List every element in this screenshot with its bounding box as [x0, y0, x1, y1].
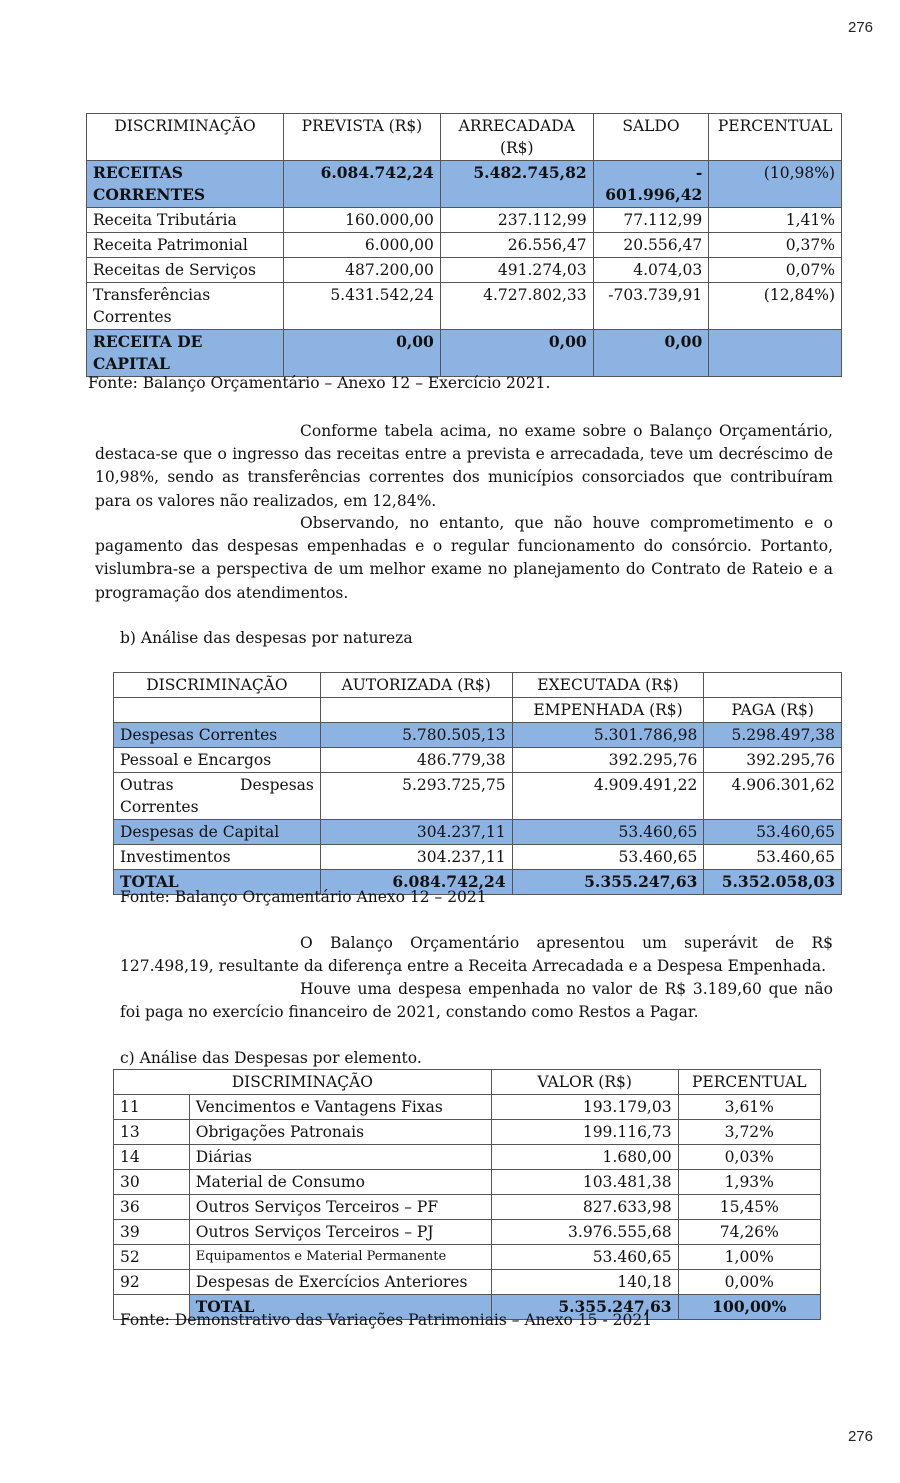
header-percentual: PERCENTUAL	[678, 1070, 820, 1095]
cell-code: 52	[114, 1245, 190, 1270]
cell-percentual: 1,41%	[709, 208, 842, 233]
cell-empenhada: 392.295,76	[512, 748, 704, 773]
row-label: RECEITAS CORRENTES	[87, 161, 284, 208]
cell-valor: 103.481,38	[491, 1170, 678, 1195]
cell-desc: Equipamentos e Material Permanente	[189, 1245, 491, 1270]
cell-autorizada: 486.779,38	[320, 748, 512, 773]
header-empty	[114, 698, 321, 723]
paragraph	[120, 978, 833, 1024]
cell-desc: Despesas de Exercícios Anteriores	[189, 1270, 491, 1295]
table-source-caption: Fonte: Balanço Orçamentário Anexo 12 – 2021	[120, 888, 487, 906]
cell-percentual: 1,00%	[678, 1245, 820, 1270]
paragraph-text: Conforme tabela acima, no exame sobre o Balanço Orçamentário, destaca-se que o ingresso das receitas entre a prevista e arrecadada, teve um decréscimo de 10,98%, sendo as transferências correntes dos municípios consorciados que contribuíram para os valores não realizados, em 12,84%.	[95, 422, 833, 510]
cell-arrecadada: 4.727.802,33	[440, 283, 593, 330]
row-label: Despesas de Capital	[114, 820, 321, 845]
cell-saldo: 20.556,47	[593, 233, 709, 258]
header-discriminacao: DISCRIMINAÇÃO	[87, 114, 284, 161]
header-valor: VALOR (R$)	[491, 1070, 678, 1095]
row-label-line2: Correntes	[120, 798, 199, 816]
header-empty	[320, 698, 512, 723]
cell-percentual: 1,93%	[678, 1170, 820, 1195]
saldo-value: 601.996,42	[605, 185, 703, 204]
table-row	[114, 1170, 821, 1195]
row-label: Receita Patrimonial	[87, 233, 284, 258]
cell-percentual: 3,61%	[678, 1095, 820, 1120]
cell-saldo: 4.074,03	[593, 258, 709, 283]
table-header-row	[114, 698, 842, 723]
row-label: Receitas de Serviços	[87, 258, 284, 283]
header-empty	[704, 673, 842, 698]
table-header-row	[114, 1070, 821, 1095]
table-row	[114, 820, 842, 845]
cell-arrecadada: 26.556,47	[440, 233, 593, 258]
row-label: Pessoal e Encargos	[114, 748, 321, 773]
header-discriminacao: DISCRIMINAÇÃO	[114, 673, 321, 698]
cell-desc: Outros Serviços Terceiros – PF	[189, 1195, 491, 1220]
cell-arrecadada: 5.482.745,82	[440, 161, 593, 208]
cell-paga: 392.295,76	[704, 748, 842, 773]
table-row	[114, 1145, 821, 1170]
cell-desc: Obrigações Patronais	[189, 1120, 491, 1145]
despesas-natureza-table	[113, 672, 842, 895]
header-paga: PAGA (R$)	[704, 698, 842, 723]
cell-autorizada: 304.237,11	[320, 820, 512, 845]
cell-prevista: 6.000,00	[284, 233, 441, 258]
saldo-sign: -	[695, 163, 703, 182]
cell-desc: TOTAL	[189, 1295, 491, 1320]
cell-code: 36	[114, 1195, 190, 1220]
header-saldo: SALDO	[593, 114, 709, 161]
cell-valor: 199.116,73	[491, 1120, 678, 1145]
cell-code: 92	[114, 1270, 190, 1295]
cell-percentual: 0,07%	[709, 258, 842, 283]
cell-arrecadada: 491.274,03	[440, 258, 593, 283]
cell-percentual: 74,26%	[678, 1220, 820, 1245]
paragraph-text: O Balanço Orçamentário apresentou um superávit de R$ 127.498,19, resultante da diferença entre a Receita Arrecadada e a Despesa Empenhada.	[120, 934, 833, 976]
cell-code: 30	[114, 1170, 190, 1195]
cell-desc: Diárias	[189, 1145, 491, 1170]
cell-percentual: 3,72%	[678, 1120, 820, 1145]
cell-autorizada: 6.084.742,24	[320, 870, 512, 895]
cell-autorizada: 5.293.725,75	[320, 773, 512, 820]
cell-percentual: (10,98%)	[709, 161, 842, 208]
cell-prevista: 5.431.542,24	[284, 283, 441, 330]
cell-empenhada: 4.909.491,22	[512, 773, 704, 820]
cell-percentual: 15,45%	[678, 1195, 820, 1220]
page-number-bottom: 276	[847, 1428, 873, 1445]
table-row	[114, 1120, 821, 1145]
header-prevista: PREVISTA (R$)	[284, 114, 441, 161]
page-number-top: 276	[847, 19, 873, 36]
cell-saldo	[593, 161, 709, 208]
cell-desc: Material de Consumo	[189, 1170, 491, 1195]
cell-valor: 827.633,98	[491, 1195, 678, 1220]
row-label: Receita Tributária	[87, 208, 284, 233]
table-row	[87, 283, 842, 330]
table-row	[87, 233, 842, 258]
cell-empenhada: 53.460,65	[512, 820, 704, 845]
table-row	[87, 330, 842, 377]
cell-percentual: 0,00%	[678, 1270, 820, 1295]
paragraph	[95, 420, 833, 513]
cell-empenhada: 53.460,65	[512, 845, 704, 870]
header-arrecadada: ARRECADADA (R$)	[440, 114, 593, 161]
header-empenhada: EMPENHADA (R$)	[512, 698, 704, 723]
table-row	[87, 258, 842, 283]
paragraph-text: Houve uma despesa empenhada no valor de R$ 3.189,60 que não foi paga no exercício financeiro de 2021, constando como Restos a Pagar.	[120, 980, 833, 1022]
cell-paga: 5.298.497,38	[704, 723, 842, 748]
receitas-table	[86, 113, 842, 377]
cell-valor: 140,18	[491, 1270, 678, 1295]
table-row	[87, 161, 842, 208]
table-source-caption: Fonte: Balanço Orçamentário – Anexo 12 – Exercício 2021.	[88, 374, 551, 392]
header-discriminacao: DISCRIMINAÇÃO	[114, 1070, 492, 1095]
cell-empenhada: 5.355.247,63	[512, 870, 704, 895]
cell-desc: Outros Serviços Terceiros – PJ	[189, 1220, 491, 1245]
cell-prevista: 487.200,00	[284, 258, 441, 283]
cell-prevista: 6.084.742,24	[284, 161, 441, 208]
table-row	[114, 1220, 821, 1245]
cell-percentual: 0,03%	[678, 1145, 820, 1170]
cell-code: 13	[114, 1120, 190, 1145]
cell-valor: 5.355.247,63	[491, 1295, 678, 1320]
table-row	[114, 773, 842, 820]
cell-paga: 4.906.301,62	[704, 773, 842, 820]
cell-paga: 53.460,65	[704, 845, 842, 870]
cell-prevista: 0,00	[284, 330, 441, 377]
cell-percentual: 100,00%	[678, 1295, 820, 1320]
row-label	[114, 773, 321, 820]
row-label: Transferências Correntes	[87, 283, 284, 330]
section-heading-b: b) Análise das despesas por natureza	[120, 629, 413, 647]
cell-autorizada: 5.780.505,13	[320, 723, 512, 748]
row-label: Investimentos	[114, 845, 321, 870]
table-row	[114, 1095, 821, 1120]
cell-code: 14	[114, 1145, 190, 1170]
cell-empenhada: 5.301.786,98	[512, 723, 704, 748]
table-source-caption: Fonte: Demonstrativo das Variações Patrimoniais – Anexo 15 - 2021	[120, 1311, 653, 1329]
row-label: Despesas Correntes	[114, 723, 321, 748]
cell-desc: Vencimentos e Vantagens Fixas	[189, 1095, 491, 1120]
cell-paga: 53.460,65	[704, 820, 842, 845]
cell-percentual: 0,37%	[709, 233, 842, 258]
table-row	[114, 1195, 821, 1220]
cell-autorizada: 304.237,11	[320, 845, 512, 870]
cell-paga: 5.352.058,03	[704, 870, 842, 895]
cell-arrecadada: 0,00	[440, 330, 593, 377]
cell-percentual: (12,84%)	[709, 283, 842, 330]
table-row	[114, 1270, 821, 1295]
header-executada: EXECUTADA (R$)	[512, 673, 704, 698]
paragraph-text: Observando, no entanto, que não houve comprometimento e o pagamento das despesas empenhadas e o regular funcionamento do consórcio. Portanto, vislumbra-se a perspectiva de um melhor exame no planejamento do Contrato de Rateio e a programação dos atendimentos.	[95, 514, 833, 602]
row-label: TOTAL	[114, 870, 321, 895]
cell-saldo: 77.112,99	[593, 208, 709, 233]
cell-valor: 53.460,65	[491, 1245, 678, 1270]
row-label-line1: Outras Despesas	[120, 776, 314, 794]
cell-saldo: -703.739,91	[593, 283, 709, 330]
cell-percentual	[709, 330, 842, 377]
cell-prevista: 160.000,00	[284, 208, 441, 233]
cell-valor: 3.976.555,68	[491, 1220, 678, 1245]
cell-code: 39	[114, 1220, 190, 1245]
cell-saldo: 0,00	[593, 330, 709, 377]
paragraph	[120, 932, 833, 978]
table-row	[87, 208, 842, 233]
table-row	[114, 748, 842, 773]
cell-code: 11	[114, 1095, 190, 1120]
section-heading-c: c) Análise das Despesas por elemento.	[120, 1049, 422, 1067]
paragraph	[95, 512, 833, 605]
cell-valor: 193.179,03	[491, 1095, 678, 1120]
header-percentual: PERCENTUAL	[709, 114, 842, 161]
cell-valor: 1.680,00	[491, 1145, 678, 1170]
table-row	[114, 723, 842, 748]
table-header-row	[114, 673, 842, 698]
table-row	[114, 845, 842, 870]
cell-arrecadada: 237.112,99	[440, 208, 593, 233]
header-autorizada: AUTORIZADA (R$)	[320, 673, 512, 698]
despesas-elemento-table	[113, 1069, 821, 1320]
table-row	[114, 1245, 821, 1270]
row-label: RECEITA DE CAPITAL	[87, 330, 284, 377]
table-header-row	[87, 114, 842, 161]
